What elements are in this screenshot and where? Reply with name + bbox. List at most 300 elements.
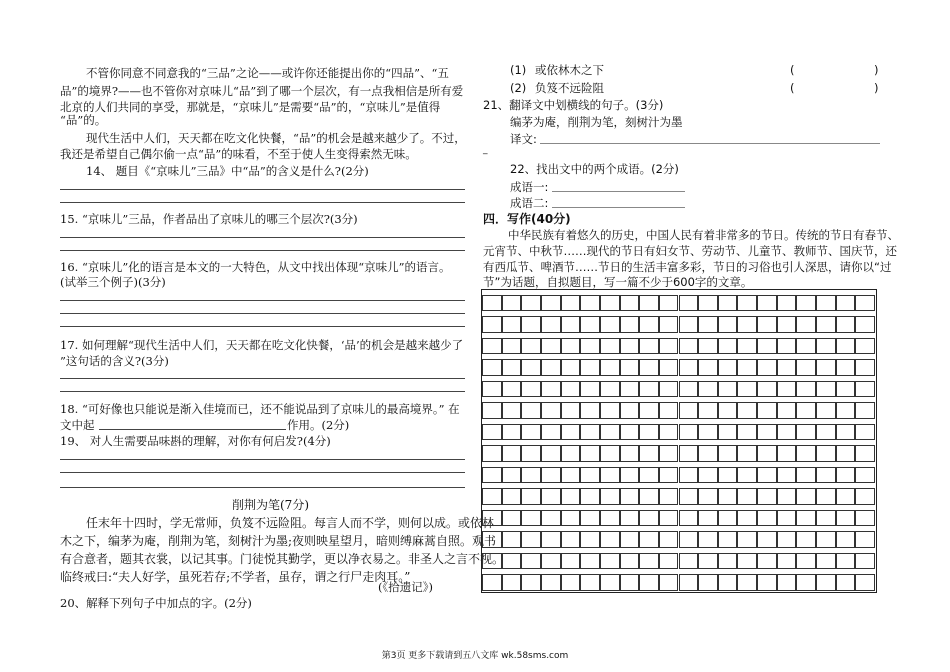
grid-cell[interactable] [600, 467, 620, 484]
grid-cell[interactable] [777, 338, 797, 355]
grid-cell[interactable] [482, 381, 502, 398]
grid-cell[interactable] [796, 574, 816, 591]
grid-cell[interactable] [679, 510, 699, 527]
grid-cell[interactable] [757, 553, 777, 570]
grid-cell[interactable] [600, 359, 620, 376]
grid-cell[interactable] [679, 316, 699, 333]
grid-cell[interactable] [737, 574, 757, 591]
grid-cell[interactable] [679, 445, 699, 462]
grid-cell[interactable] [816, 402, 836, 419]
grid-cell[interactable] [659, 316, 679, 333]
grid-cell[interactable] [698, 510, 718, 527]
grid-cell[interactable] [561, 445, 581, 462]
grid-cell[interactable] [639, 445, 659, 462]
grid-cell[interactable] [757, 316, 777, 333]
grid-cell[interactable] [679, 402, 699, 419]
grid-cell[interactable] [737, 381, 757, 398]
grid-cell[interactable] [521, 402, 541, 419]
grid-cell[interactable] [796, 295, 816, 312]
grid-cell[interactable] [580, 574, 600, 591]
grid-cell[interactable] [836, 295, 856, 312]
grid-cell[interactable] [757, 381, 777, 398]
grid-cell[interactable] [639, 574, 659, 591]
grid-cell[interactable] [777, 359, 797, 376]
grid-cell[interactable] [521, 316, 541, 333]
grid-cell[interactable] [836, 488, 856, 505]
grid-cell[interactable] [600, 574, 620, 591]
grid-cell[interactable] [836, 316, 856, 333]
question-20-item-1-blank-open[interactable]: ( [790, 63, 795, 77]
grid-cell[interactable] [580, 316, 600, 333]
grid-cell[interactable] [855, 316, 875, 333]
answer-blank-18[interactable] [99, 429, 286, 430]
grid-cell[interactable] [737, 445, 757, 462]
grid-cell[interactable] [698, 381, 718, 398]
grid-cell[interactable] [816, 510, 836, 527]
grid-cell[interactable] [679, 295, 699, 312]
grid-cell[interactable] [580, 467, 600, 484]
grid-cell[interactable] [521, 338, 541, 355]
grid-cell[interactable] [620, 488, 640, 505]
grid-cell[interactable] [561, 531, 581, 548]
grid-cell[interactable] [737, 467, 757, 484]
grid-cell[interactable] [639, 553, 659, 570]
grid-cell[interactable] [816, 424, 836, 441]
grid-cell[interactable] [698, 402, 718, 419]
grid-cell[interactable] [757, 467, 777, 484]
grid-cell[interactable] [679, 338, 699, 355]
grid-cell[interactable] [502, 510, 522, 527]
grid-cell[interactable] [855, 424, 875, 441]
grid-cell[interactable] [836, 531, 856, 548]
grid-cell[interactable] [718, 445, 738, 462]
grid-cell[interactable] [796, 316, 816, 333]
grid-cell[interactable] [541, 531, 561, 548]
grid-cell[interactable] [600, 488, 620, 505]
grid-cell[interactable] [855, 553, 875, 570]
grid-cell[interactable] [777, 488, 797, 505]
answer-line-19c[interactable] [60, 487, 465, 488]
grid-cell[interactable] [561, 467, 581, 484]
grid-cell[interactable] [600, 531, 620, 548]
grid-cell[interactable] [541, 381, 561, 398]
grid-cell[interactable] [796, 445, 816, 462]
grid-cell[interactable] [482, 574, 502, 591]
grid-cell[interactable] [679, 488, 699, 505]
grid-cell[interactable] [757, 295, 777, 312]
grid-cell[interactable] [521, 295, 541, 312]
grid-cell[interactable] [659, 295, 679, 312]
grid-cell[interactable] [816, 359, 836, 376]
answer-line-19a[interactable] [60, 459, 465, 460]
grid-cell[interactable] [482, 531, 502, 548]
grid-cell[interactable] [620, 531, 640, 548]
grid-cell[interactable] [541, 510, 561, 527]
grid-cell[interactable] [561, 381, 581, 398]
grid-cell[interactable] [757, 574, 777, 591]
grid-cell[interactable] [600, 381, 620, 398]
grid-cell[interactable] [561, 510, 581, 527]
grid-cell[interactable] [659, 402, 679, 419]
grid-cell[interactable] [816, 574, 836, 591]
grid-cell[interactable] [521, 574, 541, 591]
grid-cell[interactable] [502, 445, 522, 462]
grid-cell[interactable] [620, 424, 640, 441]
grid-cell[interactable] [541, 359, 561, 376]
grid-cell[interactable] [679, 359, 699, 376]
grid-cell[interactable] [737, 316, 757, 333]
grid-cell[interactable] [777, 295, 797, 312]
grid-cell[interactable] [659, 338, 679, 355]
grid-cell[interactable] [718, 402, 738, 419]
grid-cell[interactable] [718, 424, 738, 441]
grid-cell[interactable] [796, 510, 816, 527]
grid-cell[interactable] [580, 402, 600, 419]
grid-cell[interactable] [718, 531, 738, 548]
grid-cell[interactable] [718, 359, 738, 376]
grid-cell[interactable] [698, 531, 718, 548]
grid-cell[interactable] [541, 488, 561, 505]
grid-cell[interactable] [816, 531, 836, 548]
grid-cell[interactable] [777, 467, 797, 484]
grid-cell[interactable] [777, 445, 797, 462]
grid-cell[interactable] [561, 553, 581, 570]
grid-cell[interactable] [855, 510, 875, 527]
grid-cell[interactable] [698, 359, 718, 376]
grid-cell[interactable] [541, 338, 561, 355]
grid-cell[interactable] [521, 553, 541, 570]
answer-line-16a[interactable] [60, 300, 465, 301]
grid-cell[interactable] [502, 574, 522, 591]
grid-cell[interactable] [600, 445, 620, 462]
grid-cell[interactable] [836, 553, 856, 570]
grid-cell[interactable] [541, 424, 561, 441]
grid-cell[interactable] [502, 467, 522, 484]
grid-cell[interactable] [580, 424, 600, 441]
grid-cell[interactable] [777, 402, 797, 419]
grid-cell[interactable] [855, 402, 875, 419]
grid-cell[interactable] [777, 510, 797, 527]
grid-cell[interactable] [679, 553, 699, 570]
grid-cell[interactable] [639, 316, 659, 333]
grid-cell[interactable] [698, 424, 718, 441]
grid-cell[interactable] [698, 574, 718, 591]
grid-cell[interactable] [620, 445, 640, 462]
grid-cell[interactable] [521, 359, 541, 376]
grid-cell[interactable] [502, 338, 522, 355]
grid-cell[interactable] [816, 553, 836, 570]
grid-cell[interactable] [580, 338, 600, 355]
grid-cell[interactable] [659, 531, 679, 548]
grid-cell[interactable] [836, 574, 856, 591]
grid-cell[interactable] [580, 445, 600, 462]
grid-cell[interactable] [600, 316, 620, 333]
grid-cell[interactable] [580, 295, 600, 312]
grid-cell[interactable] [855, 488, 875, 505]
grid-cell[interactable] [836, 402, 856, 419]
grid-cell[interactable] [541, 445, 561, 462]
grid-cell[interactable] [836, 338, 856, 355]
grid-cell[interactable] [521, 510, 541, 527]
grid-cell[interactable] [698, 445, 718, 462]
grid-cell[interactable] [502, 381, 522, 398]
grid-cell[interactable] [580, 531, 600, 548]
grid-cell[interactable] [777, 424, 797, 441]
grid-cell[interactable] [502, 295, 522, 312]
grid-cell[interactable] [718, 574, 738, 591]
grid-cell[interactable] [541, 295, 561, 312]
grid-cell[interactable] [796, 488, 816, 505]
grid-cell[interactable] [816, 295, 836, 312]
grid-cell[interactable] [698, 488, 718, 505]
grid-cell[interactable] [757, 359, 777, 376]
grid-cell[interactable] [737, 488, 757, 505]
grid-cell[interactable] [620, 553, 640, 570]
grid-cell[interactable] [836, 359, 856, 376]
grid-cell[interactable] [482, 338, 502, 355]
grid-cell[interactable] [737, 424, 757, 441]
grid-cell[interactable] [561, 338, 581, 355]
grid-cell[interactable] [482, 553, 502, 570]
grid-cell[interactable] [502, 359, 522, 376]
grid-cell[interactable] [541, 402, 561, 419]
grid-cell[interactable] [757, 531, 777, 548]
grid-cell[interactable] [620, 510, 640, 527]
grid-cell[interactable] [580, 488, 600, 505]
grid-cell[interactable] [482, 402, 502, 419]
answer-line-15a[interactable] [60, 237, 465, 238]
answer-line-15b[interactable] [60, 250, 465, 251]
grid-cell[interactable] [541, 553, 561, 570]
grid-cell[interactable] [659, 553, 679, 570]
idiom-2-answer-line[interactable] [552, 207, 685, 208]
grid-cell[interactable] [757, 445, 777, 462]
grid-cell[interactable] [836, 381, 856, 398]
grid-cell[interactable] [718, 316, 738, 333]
grid-cell[interactable] [541, 316, 561, 333]
grid-cell[interactable] [502, 424, 522, 441]
grid-cell[interactable] [777, 553, 797, 570]
grid-cell[interactable] [718, 488, 738, 505]
grid-cell[interactable] [855, 531, 875, 548]
essay-writing-grid[interactable] [481, 289, 877, 593]
grid-cell[interactable] [541, 467, 561, 484]
grid-cell[interactable] [620, 402, 640, 419]
question-20-item-2-blank-open[interactable]: ( [790, 81, 795, 95]
answer-line-16b[interactable] [60, 313, 465, 314]
grid-cell[interactable] [698, 338, 718, 355]
grid-cell[interactable] [502, 316, 522, 333]
grid-cell[interactable] [679, 424, 699, 441]
grid-cell[interactable] [679, 574, 699, 591]
grid-cell[interactable] [777, 381, 797, 398]
grid-cell[interactable] [600, 553, 620, 570]
grid-cell[interactable] [816, 445, 836, 462]
grid-cell[interactable] [737, 553, 757, 570]
grid-cell[interactable] [836, 467, 856, 484]
grid-cell[interactable] [718, 553, 738, 570]
grid-cell[interactable] [796, 381, 816, 398]
idiom-1-answer-line[interactable] [552, 191, 685, 192]
grid-cell[interactable] [561, 316, 581, 333]
grid-cell[interactable] [620, 574, 640, 591]
grid-cell[interactable] [482, 467, 502, 484]
grid-cell[interactable] [718, 295, 738, 312]
grid-cell[interactable] [561, 424, 581, 441]
grid-cell[interactable] [502, 402, 522, 419]
grid-cell[interactable] [816, 381, 836, 398]
grid-cell[interactable] [659, 445, 679, 462]
grid-cell[interactable] [620, 316, 640, 333]
grid-cell[interactable] [855, 467, 875, 484]
grid-cell[interactable] [482, 316, 502, 333]
answer-line-19b[interactable] [60, 472, 465, 473]
grid-cell[interactable] [855, 574, 875, 591]
grid-cell[interactable] [659, 488, 679, 505]
grid-cell[interactable] [620, 338, 640, 355]
grid-cell[interactable] [718, 338, 738, 355]
grid-cell[interactable] [796, 531, 816, 548]
grid-cell[interactable] [698, 467, 718, 484]
answer-line-17a[interactable] [60, 378, 465, 379]
grid-cell[interactable] [561, 295, 581, 312]
grid-cell[interactable] [580, 553, 600, 570]
grid-cell[interactable] [737, 531, 757, 548]
grid-cell[interactable] [698, 295, 718, 312]
grid-cell[interactable] [521, 445, 541, 462]
grid-cell[interactable] [600, 402, 620, 419]
grid-cell[interactable] [855, 295, 875, 312]
grid-cell[interactable] [482, 510, 502, 527]
grid-cell[interactable] [718, 381, 738, 398]
grid-cell[interactable] [659, 510, 679, 527]
grid-cell[interactable] [620, 359, 640, 376]
grid-cell[interactable] [855, 338, 875, 355]
grid-cell[interactable] [580, 381, 600, 398]
grid-cell[interactable] [679, 467, 699, 484]
grid-cell[interactable] [816, 467, 836, 484]
grid-cell[interactable] [620, 381, 640, 398]
grid-cell[interactable] [482, 445, 502, 462]
grid-cell[interactable] [580, 359, 600, 376]
grid-cell[interactable] [659, 467, 679, 484]
grid-cell[interactable] [796, 359, 816, 376]
grid-cell[interactable] [836, 424, 856, 441]
grid-cell[interactable] [502, 488, 522, 505]
grid-cell[interactable] [777, 574, 797, 591]
grid-cell[interactable] [737, 402, 757, 419]
grid-cell[interactable] [679, 531, 699, 548]
grid-cell[interactable] [718, 510, 738, 527]
grid-cell[interactable] [796, 467, 816, 484]
grid-cell[interactable] [639, 424, 659, 441]
grid-cell[interactable] [521, 531, 541, 548]
grid-cell[interactable] [482, 424, 502, 441]
grid-cell[interactable] [816, 338, 836, 355]
grid-cell[interactable] [836, 445, 856, 462]
answer-line-17b[interactable] [60, 391, 465, 392]
grid-cell[interactable] [600, 424, 620, 441]
grid-cell[interactable] [639, 488, 659, 505]
grid-cell[interactable] [679, 381, 699, 398]
grid-cell[interactable] [541, 574, 561, 591]
grid-cell[interactable] [718, 467, 738, 484]
grid-cell[interactable] [836, 510, 856, 527]
grid-cell[interactable] [855, 359, 875, 376]
grid-cell[interactable] [600, 295, 620, 312]
grid-cell[interactable] [521, 488, 541, 505]
grid-cell[interactable] [777, 531, 797, 548]
grid-cell[interactable] [639, 338, 659, 355]
grid-cell[interactable] [777, 316, 797, 333]
grid-cell[interactable] [482, 295, 502, 312]
grid-cell[interactable] [796, 424, 816, 441]
grid-cell[interactable] [737, 359, 757, 376]
grid-cell[interactable] [639, 359, 659, 376]
grid-cell[interactable] [502, 531, 522, 548]
question-20-item-2-blank-close[interactable]: ) [874, 81, 879, 95]
grid-cell[interactable] [737, 510, 757, 527]
grid-cell[interactable] [757, 424, 777, 441]
grid-cell[interactable] [639, 295, 659, 312]
grid-cell[interactable] [561, 402, 581, 419]
grid-cell[interactable] [620, 467, 640, 484]
grid-cell[interactable] [698, 316, 718, 333]
grid-cell[interactable] [561, 574, 581, 591]
grid-cell[interactable] [757, 510, 777, 527]
grid-cell[interactable] [561, 488, 581, 505]
grid-cell[interactable] [796, 338, 816, 355]
grid-cell[interactable] [639, 531, 659, 548]
grid-cell[interactable] [757, 338, 777, 355]
answer-line-14b[interactable] [60, 202, 465, 203]
grid-cell[interactable] [561, 359, 581, 376]
grid-cell[interactable] [600, 338, 620, 355]
grid-cell[interactable] [698, 553, 718, 570]
answer-line-16c[interactable] [60, 326, 465, 327]
grid-cell[interactable] [757, 402, 777, 419]
grid-cell[interactable] [737, 338, 757, 355]
grid-cell[interactable] [502, 553, 522, 570]
grid-cell[interactable] [482, 488, 502, 505]
grid-cell[interactable] [816, 316, 836, 333]
grid-cell[interactable] [855, 381, 875, 398]
grid-cell[interactable] [521, 424, 541, 441]
grid-cell[interactable] [482, 359, 502, 376]
grid-cell[interactable] [796, 553, 816, 570]
grid-cell[interactable] [521, 467, 541, 484]
grid-cell[interactable] [757, 488, 777, 505]
grid-cell[interactable] [639, 402, 659, 419]
question-20-item-1-blank-close[interactable]: ) [874, 63, 879, 77]
grid-cell[interactable] [659, 424, 679, 441]
grid-cell[interactable] [600, 510, 620, 527]
grid-cell[interactable] [796, 402, 816, 419]
grid-cell[interactable] [855, 445, 875, 462]
grid-cell[interactable] [639, 467, 659, 484]
grid-cell[interactable] [521, 381, 541, 398]
answer-line-14a[interactable] [60, 189, 465, 190]
grid-cell[interactable] [659, 574, 679, 591]
grid-cell[interactable] [737, 295, 757, 312]
answer-line-21[interactable] [540, 143, 880, 144]
grid-cell[interactable] [659, 359, 679, 376]
grid-cell[interactable] [659, 381, 679, 398]
grid-cell[interactable] [816, 488, 836, 505]
grid-cell[interactable] [639, 510, 659, 527]
grid-cell[interactable] [620, 295, 640, 312]
grid-cell[interactable] [639, 381, 659, 398]
